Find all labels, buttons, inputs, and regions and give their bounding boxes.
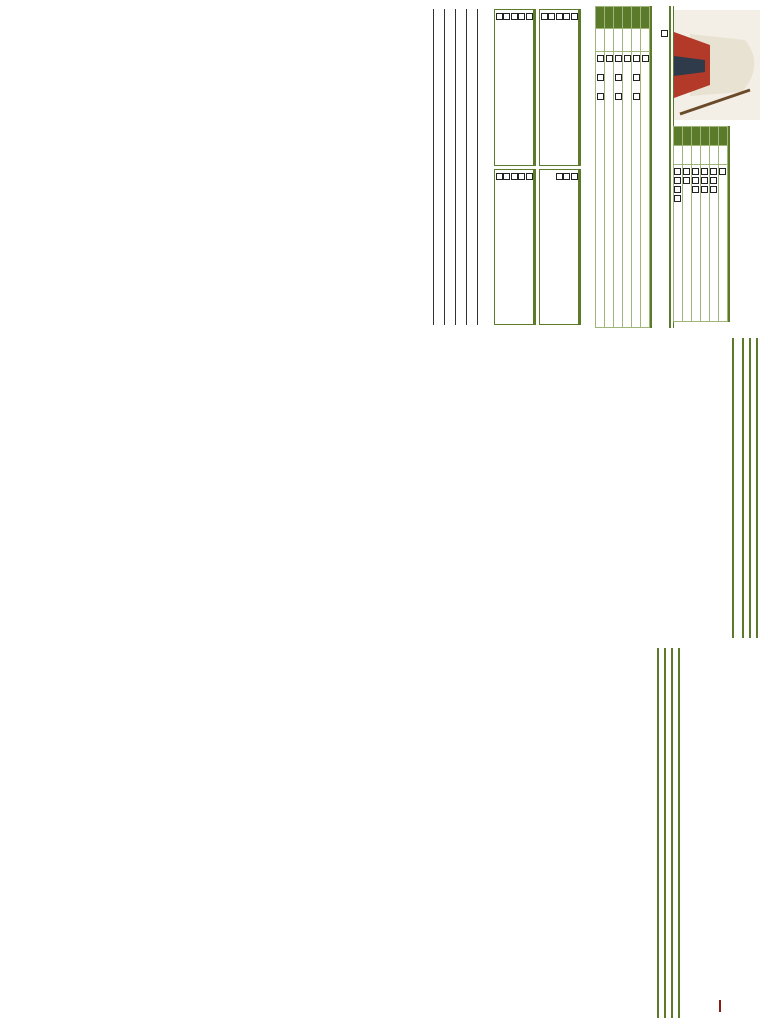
notes-line[interactable] [444, 9, 455, 325]
scenario-group [539, 9, 581, 166]
card-upgrade-checkbox[interactable] [597, 55, 604, 62]
cards-list-table [595, 6, 650, 328]
armors-header [742, 338, 744, 638]
loot-list [662, 648, 664, 1018]
scenario-checkbox[interactable] [563, 13, 570, 20]
skill-upgrades [682, 165, 691, 322]
skill-upgrade-checkbox[interactable] [701, 177, 708, 184]
cards-list-header [650, 6, 652, 328]
power-text-2 [655, 6, 657, 328]
card-upgrade-checkbox[interactable] [633, 55, 640, 62]
spells-header [749, 338, 751, 638]
skills-derived [671, 126, 673, 322]
scenario-item [540, 10, 548, 165]
card-upgrade-checkbox[interactable] [615, 93, 622, 100]
card-upgrade-checkbox[interactable] [615, 55, 622, 62]
scenario-item [503, 10, 511, 165]
skill-upgrade-checkbox[interactable] [674, 186, 681, 193]
card-base [605, 29, 614, 51]
skill-row [673, 127, 682, 322]
scenario-checkbox[interactable] [496, 13, 503, 20]
scenario-item [518, 170, 526, 325]
skill-name [718, 127, 727, 146]
scenarios-note [581, 6, 583, 328]
scenario-item [570, 170, 578, 325]
weapons-header [756, 338, 758, 638]
items2-list [676, 648, 678, 1018]
scenario-group [494, 169, 536, 326]
scenario-checkbox[interactable] [511, 173, 518, 180]
skill-row [682, 127, 691, 322]
blessings-list [655, 648, 657, 1018]
scenario-group [494, 9, 536, 166]
scenario-item [563, 170, 571, 325]
skill-upgrade-checkbox[interactable] [692, 177, 699, 184]
scenario-item [525, 10, 533, 165]
scenario-checkbox[interactable] [496, 173, 503, 180]
scenario-item [495, 10, 503, 165]
deck-column-1 [730, 338, 762, 638]
scenario-item [495, 170, 503, 325]
card-type-row [595, 7, 604, 328]
pathfinder-logo [680, 648, 762, 1018]
card-type [614, 7, 623, 29]
cards-list-section [595, 6, 652, 328]
powers-section [655, 6, 671, 328]
scenario-checkbox[interactable] [526, 13, 533, 20]
scenario-grid [494, 6, 581, 328]
skill-name [709, 127, 718, 146]
scenario-item [548, 10, 556, 165]
skill-upgrades [673, 165, 682, 322]
skill-upgrade-checkbox[interactable] [674, 168, 681, 175]
scenario-item [503, 170, 511, 325]
scenario-checkbox[interactable] [503, 13, 510, 20]
card-type-row [641, 7, 650, 328]
notes-header [488, 6, 490, 328]
weapons-list [754, 338, 756, 638]
scenario-checkbox[interactable] [563, 173, 570, 180]
card-upgrade-checkbox[interactable] [615, 74, 622, 81]
scenario-item [563, 10, 571, 165]
card-upgrade-checkbox[interactable] [633, 74, 640, 81]
skill-row [718, 127, 727, 322]
scenario-group-title [533, 10, 535, 165]
scenario-item [510, 10, 518, 165]
skill-upgrades [718, 165, 727, 322]
card-base [614, 29, 623, 51]
card-upgrades [595, 51, 604, 327]
skill-upgrade-checkbox[interactable] [683, 168, 690, 175]
skill-name [682, 127, 691, 146]
skill-name [700, 127, 709, 146]
notes-line[interactable] [477, 9, 488, 325]
card-upgrade-checkbox[interactable] [597, 93, 604, 100]
scenario-item [510, 170, 518, 325]
card-upgrades [641, 51, 650, 327]
skill-upgrades [700, 165, 709, 322]
skill-upgrades [709, 165, 718, 322]
card-upgrade-checkbox[interactable] [606, 55, 613, 62]
scenario-checkbox[interactable] [556, 13, 563, 20]
card-upgrade-checkbox[interactable] [624, 55, 631, 62]
card-base [632, 29, 641, 51]
notes-section [433, 6, 490, 328]
card-type [632, 7, 641, 29]
skill-name [673, 127, 682, 146]
scenario-item [525, 170, 533, 325]
scenario-checkbox[interactable] [571, 173, 578, 180]
skills-table [673, 126, 728, 322]
card-upgrades [614, 51, 623, 327]
card-base [595, 29, 604, 51]
power-text-1 [657, 6, 659, 328]
card-upgrade-checkbox[interactable] [633, 93, 640, 100]
loot-header [664, 648, 666, 1018]
skill-upgrade-checkbox[interactable] [683, 177, 690, 184]
card-type-row [614, 7, 623, 328]
armors-note [740, 338, 742, 638]
scenario-item [555, 10, 563, 165]
skill-die [691, 146, 700, 165]
skill-upgrades [691, 165, 700, 322]
card-type [595, 7, 604, 29]
deck-column-2 [655, 648, 762, 1018]
card-type-row [632, 7, 641, 328]
card-upgrades [632, 51, 641, 327]
hand-size-row [659, 6, 669, 328]
scenario-item [555, 170, 563, 325]
blessings-header [657, 648, 659, 1018]
character-column [433, 6, 762, 328]
skill-upgrade-checkbox[interactable] [692, 186, 699, 193]
skill-upgrade-checkbox[interactable] [710, 177, 717, 184]
skill-die [709, 146, 718, 165]
notes-line[interactable] [455, 9, 466, 325]
scenario-checkbox[interactable] [526, 173, 533, 180]
portrait-illustration [674, 10, 760, 120]
card-upgrade-checkbox[interactable] [642, 55, 649, 62]
skill-row [700, 127, 709, 322]
card-type [605, 7, 614, 29]
scenario-group-title [578, 170, 580, 325]
skill-upgrade-checkbox[interactable] [710, 168, 717, 175]
skill-upgrade-checkbox[interactable] [720, 168, 727, 175]
skills-header [728, 126, 730, 322]
scenario-checkbox[interactable] [541, 13, 548, 20]
card-type [623, 7, 632, 29]
scenario-item [518, 10, 526, 165]
items-list [730, 338, 732, 638]
skill-upgrade-checkbox[interactable] [701, 168, 708, 175]
scenario-checkbox[interactable] [518, 173, 525, 180]
skill-name [691, 127, 700, 146]
skill-die [673, 146, 682, 165]
card-upgrades [623, 51, 632, 327]
scenario-item [570, 10, 578, 165]
scenario-group-title [533, 170, 535, 325]
items2-header [678, 648, 680, 1018]
card-base [623, 29, 632, 51]
notes-line[interactable] [433, 9, 444, 325]
character-bio [587, 6, 593, 328]
scenarios-section [494, 6, 585, 328]
skill-upgrade-checkbox[interactable] [692, 168, 699, 175]
spells-list [747, 338, 749, 638]
skill-upgrade-checkbox[interactable] [701, 186, 708, 193]
card-type [641, 7, 650, 29]
skill-die [682, 146, 691, 165]
scenario-checkbox[interactable] [503, 173, 510, 180]
skill-row [691, 127, 700, 322]
skill-upgrade-checkbox[interactable] [674, 177, 681, 184]
items-header [732, 338, 734, 638]
hand-size-checkbox[interactable] [661, 30, 668, 37]
scenario-checkbox[interactable] [511, 13, 518, 20]
skill-row [709, 127, 718, 322]
skill-upgrade-checkbox[interactable] [674, 195, 681, 202]
scenarios-header [583, 6, 585, 328]
scenario-checkbox[interactable] [548, 13, 555, 20]
deck-list-header [758, 338, 762, 638]
scenario-checkbox[interactable] [518, 13, 525, 20]
card-upgrades [605, 51, 614, 327]
skill-upgrade-checkbox[interactable] [710, 186, 717, 193]
logo-line-3 [719, 1000, 721, 1012]
scenario-checkbox[interactable] [571, 13, 578, 20]
card-type-row [605, 7, 614, 328]
skill-die [700, 146, 709, 165]
card-upgrade-checkbox[interactable] [597, 74, 604, 81]
card-base [641, 29, 650, 51]
portrait-area [673, 6, 762, 328]
card-type-row [623, 7, 632, 328]
allies-header [671, 648, 673, 1018]
skills-block [671, 126, 730, 322]
scenario-checkbox[interactable] [556, 173, 563, 180]
scenario-group [539, 169, 581, 326]
skill-die [718, 146, 727, 165]
allies-list [669, 648, 671, 1018]
notes-line[interactable] [466, 9, 477, 325]
scenario-group-title [578, 10, 580, 165]
